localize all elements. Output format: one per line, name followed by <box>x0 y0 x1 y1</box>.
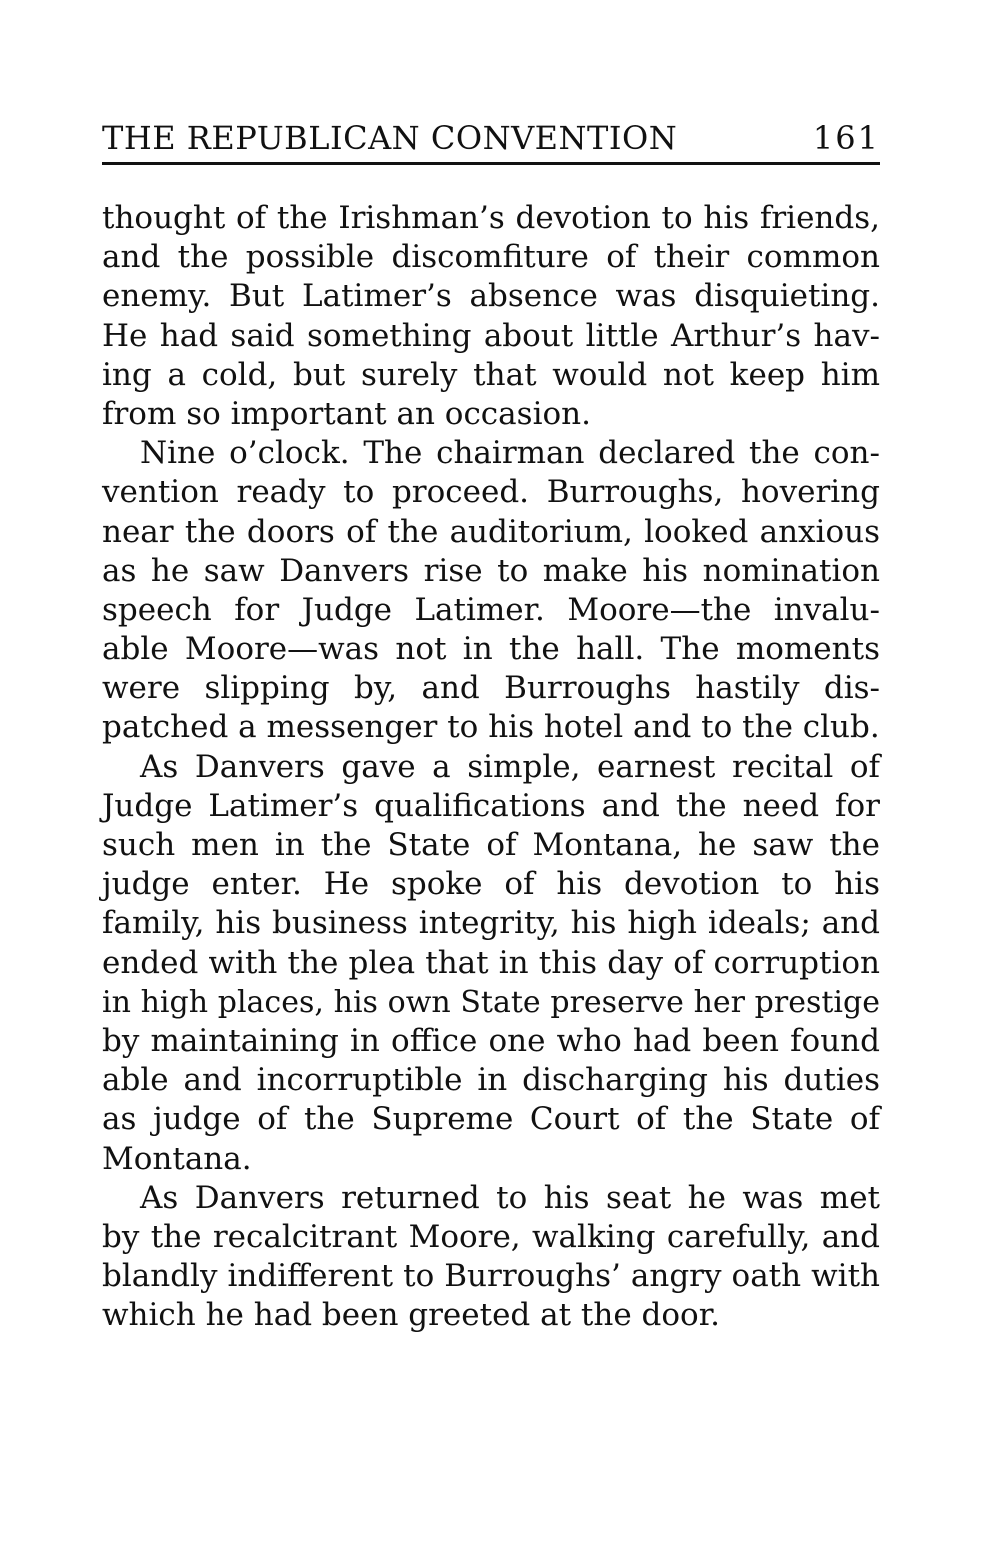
text-line: enemy. But Latimer’s absence was disquieting. <box>102 278 880 315</box>
text-line: ing a cold, but surely that would not keep him <box>102 356 880 393</box>
running-title: THE REPUBLICAN CONVENTION <box>102 119 678 157</box>
text-line: Judge Latimer’s qualifications and the need for <box>102 787 880 824</box>
text-line: in high places, his own State preserve her prestige <box>102 984 880 1020</box>
text-line: vention ready to proceed. Burroughs, hovering <box>102 474 880 511</box>
text-line: were slipping by, and Burroughs hastily dis- <box>102 670 880 707</box>
text-line: as judge of the Supreme Court of the State of <box>102 1101 880 1138</box>
text-line: family, his business integrity, his high ideals; and <box>102 905 880 942</box>
body-text <box>102 199 880 1335</box>
text-line: As Danvers gave a simple, earnest recital of <box>140 748 880 785</box>
text-line: patched a messenger to his hotel and to the club. <box>102 709 880 746</box>
text-line: as he saw Danvers rise to make his nomination <box>102 552 880 589</box>
text-line: which he had been greeted at the door. <box>102 1297 720 1334</box>
paragraph <box>102 199 880 434</box>
text-line: by maintaining in office one who had been found <box>102 1022 880 1059</box>
text-line: such men in the State of Montana, he saw the <box>102 827 880 863</box>
text-line: thought of the Irishman’s devotion to his friends, <box>102 200 880 236</box>
text-line: by the recalcitrant Moore, walking carefully, and <box>102 1218 880 1255</box>
text-line: As Danvers returned to his seat he was met <box>140 1179 880 1216</box>
book-page <box>102 118 880 1335</box>
text-line: able Moore—was not in the hall. The moments <box>102 631 880 668</box>
text-line: speech for Judge Latimer. Moore—the invalu- <box>102 591 880 628</box>
text-line: near the doors of the auditorium, looked anxious <box>102 513 880 550</box>
text-line: and the possible discomfiture of their common <box>102 239 880 276</box>
text-line: Nine o’clock. The chairman declared the con- <box>140 435 880 472</box>
text-line: ended with the plea that in this day of corruption <box>102 944 880 981</box>
text-line: judge enter. He spoke of his devotion to his <box>102 866 880 903</box>
text-line: able and incorruptible in discharging his duties <box>102 1062 880 1099</box>
page-number: 161 <box>812 119 880 157</box>
text-line: He had said something about little Arthur’s hav- <box>102 317 880 354</box>
text-line: blandly indifferent to Burroughs’ angry oath with <box>102 1258 880 1295</box>
text-line: Montana. <box>102 1140 252 1177</box>
running-header <box>102 118 880 165</box>
paragraph <box>102 1179 880 1336</box>
paragraph <box>102 434 880 748</box>
text-line: from so important an occasion. <box>102 395 591 432</box>
paragraph <box>102 748 880 1179</box>
